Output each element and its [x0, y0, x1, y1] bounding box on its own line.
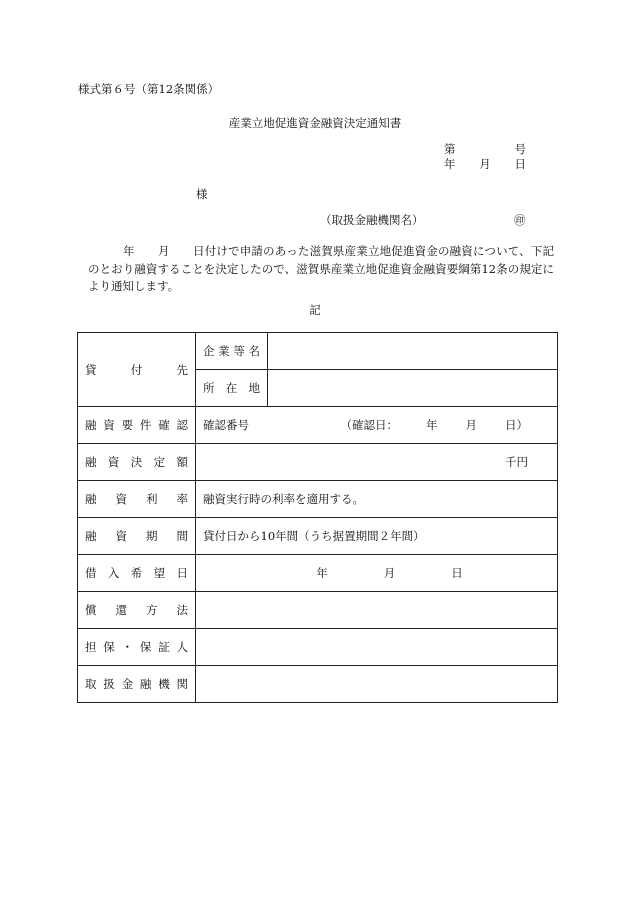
seal-mark: ㊞	[514, 213, 526, 227]
label-char: 付	[130, 362, 143, 377]
number-prefix: 第	[444, 142, 456, 156]
label-char: 入	[107, 566, 120, 580]
location-field[interactable]	[268, 370, 558, 407]
label-char: 率	[176, 492, 188, 506]
label-char: 所	[203, 381, 215, 395]
label-char: 法	[176, 603, 188, 617]
date-year: 年	[444, 157, 456, 171]
notice-body-text	[88, 243, 554, 296]
period-value	[196, 518, 558, 555]
table-row	[78, 518, 558, 555]
addressee-honorific: 様	[196, 187, 208, 201]
body-indent	[88, 244, 123, 258]
label-char: 希	[130, 566, 143, 580]
label-char: 貸	[85, 362, 97, 377]
label-char: 期	[146, 529, 158, 543]
label-char: 額	[176, 455, 188, 469]
label-char: 保	[139, 640, 152, 654]
table-row	[78, 481, 558, 518]
label-char: 先	[176, 362, 188, 377]
label-char: 融	[85, 529, 97, 543]
lender-label	[85, 362, 188, 378]
company-name-label-cell	[196, 333, 268, 370]
confirm-label	[85, 417, 188, 433]
label-char: 資	[115, 492, 127, 506]
date-day: 日	[514, 157, 526, 171]
borrow-date-field[interactable]	[196, 555, 558, 592]
confirm-day: 日）	[505, 418, 528, 432]
amount-label-cell	[78, 444, 196, 481]
label-char: ・	[121, 640, 134, 654]
institution-name-label: （取扱金融機関名）	[320, 213, 424, 227]
label-char: 融	[85, 455, 97, 469]
label-char: 証	[158, 640, 170, 654]
repayment-field[interactable]	[196, 592, 558, 629]
label-char: 借	[85, 566, 97, 580]
label-char: 認	[176, 418, 188, 432]
table-row	[78, 666, 558, 703]
label-char: 扱	[103, 677, 115, 691]
confirm-date-open: （確認日：	[340, 418, 398, 432]
label-char: 担	[85, 640, 97, 654]
repayment-label-cell	[78, 592, 196, 629]
label-char: 融	[85, 492, 97, 506]
document-date-line	[444, 159, 526, 171]
company-name-label	[203, 343, 260, 359]
borrow-date-label	[85, 565, 188, 581]
repayment-label	[85, 602, 188, 618]
rate-value	[196, 481, 558, 518]
rate-label	[85, 491, 188, 507]
period-text: 貸付日から10年間（うち据置期間２年間）	[203, 529, 425, 543]
guarantor-field[interactable]	[196, 629, 558, 666]
bank-label-cell	[78, 666, 196, 703]
record-mark: 記	[309, 303, 321, 317]
date-month: 月	[479, 157, 491, 171]
label-char: 資	[115, 529, 127, 543]
label-char: 保	[103, 640, 115, 654]
body-sentence: 年 月 日付けで申請のあった滋賀県産業立地促進資金の融資について、下記のとおり融資することを決定したので、滋賀県産業立地促進資金融資要綱第12条の規定により通知します。	[88, 244, 555, 293]
guarantor-label	[85, 639, 188, 655]
table-row	[78, 555, 558, 592]
label-char: 日	[176, 566, 188, 580]
confirm-label-cell	[78, 407, 196, 444]
label-char: 関	[176, 677, 188, 691]
label-char: 融	[85, 418, 97, 432]
confirm-number-label: 確認番号	[203, 418, 249, 432]
label-char: 方	[146, 603, 158, 617]
label-char: 決	[130, 455, 143, 469]
period-label	[85, 528, 188, 544]
bank-label	[85, 676, 188, 692]
document-number-line	[444, 144, 526, 156]
label-char: 在	[225, 381, 238, 395]
label-char: 等	[233, 344, 245, 358]
label-char: 資	[107, 455, 120, 469]
bank-field[interactable]	[196, 666, 558, 703]
lender-label-cell	[78, 333, 196, 407]
label-char: 融	[139, 677, 152, 691]
label-char: 間	[176, 529, 188, 543]
confirm-year: 年	[426, 418, 438, 432]
table-row	[78, 592, 558, 629]
confirm-field[interactable]	[196, 407, 558, 444]
location-label	[203, 380, 260, 396]
location-label-cell	[196, 370, 268, 407]
rate-text: 融資実行時の利率を適用する。	[203, 492, 364, 506]
borrow-year: 年	[316, 566, 328, 580]
label-char: 業	[218, 344, 230, 358]
rate-label-cell	[78, 481, 196, 518]
borrow-month: 月	[383, 566, 396, 580]
label-char: 取	[85, 677, 97, 691]
company-name-field[interactable]	[268, 333, 558, 370]
guarantor-label-cell	[78, 629, 196, 666]
label-char: 確	[158, 418, 170, 432]
table-row	[78, 444, 558, 481]
label-char: 利	[146, 492, 158, 506]
label-char: 企	[203, 344, 215, 358]
confirm-month: 月	[465, 418, 477, 432]
number-suffix: 号	[514, 142, 526, 156]
form-number: 様式第６号（第12条関係）	[78, 82, 220, 96]
amount-unit: 千円	[505, 455, 528, 469]
label-char: 要	[121, 418, 134, 432]
label-char: 償	[85, 603, 97, 617]
borrow-date-parts	[229, 565, 550, 581]
table-row	[78, 333, 558, 370]
amount-label	[85, 454, 188, 470]
table-row	[78, 629, 558, 666]
period-label-cell	[78, 518, 196, 555]
document-title: 産業立地促進資金融資決定通知書	[228, 116, 402, 130]
label-char: 件	[139, 418, 152, 432]
label-char: 人	[176, 640, 188, 654]
label-char: 金	[121, 677, 134, 691]
label-char: 還	[115, 603, 127, 617]
borrow-day: 日	[451, 566, 463, 580]
amount-field[interactable]	[196, 444, 558, 481]
confirm-date	[341, 417, 529, 433]
label-char: 資	[103, 418, 115, 432]
label-char: 望	[153, 566, 166, 580]
label-char: 名	[248, 344, 260, 358]
label-char: 機	[158, 677, 170, 691]
table-row	[78, 407, 558, 444]
label-char: 地	[248, 381, 260, 395]
borrow-date-label-cell	[78, 555, 196, 592]
loan-decision-table	[77, 332, 558, 703]
label-char: 定	[153, 455, 166, 469]
